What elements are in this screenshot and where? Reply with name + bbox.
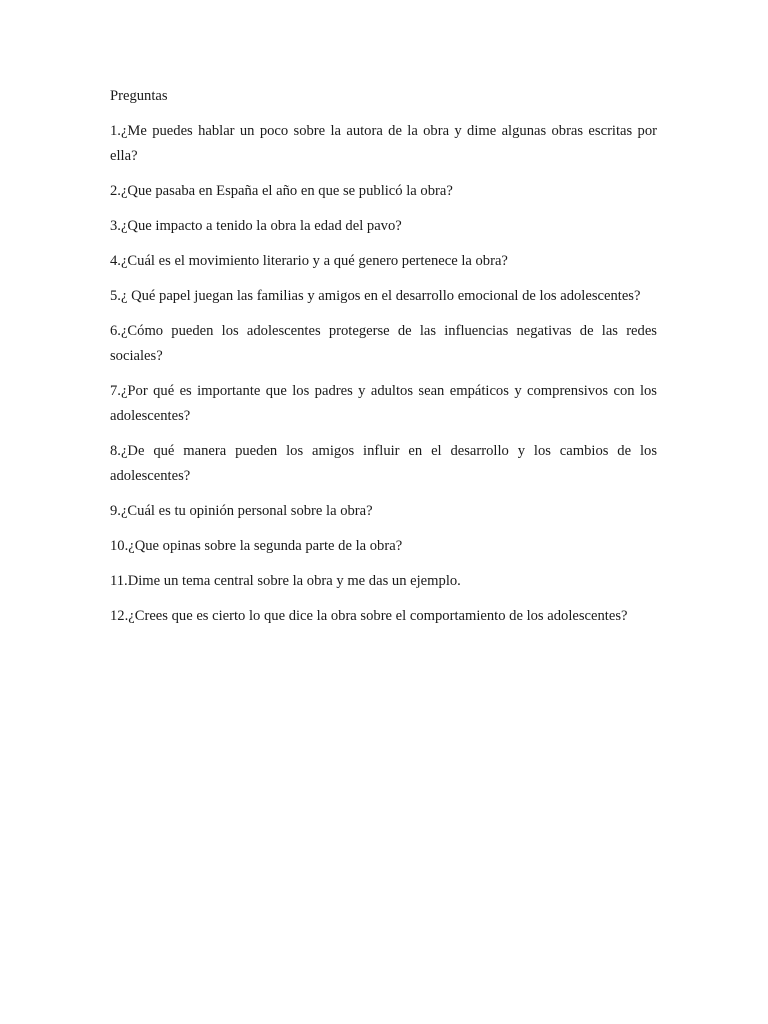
question-6: 6.¿Cómo pueden los adolescentes protegerse de las influencias negativas de las redes sociales? bbox=[110, 323, 657, 364]
question-4: 4.¿Cuál es el movimiento literario y a qué genero pertenece la obra? bbox=[110, 253, 508, 269]
question-5: 5.¿ Qué papel juegan las familias y amigos en el desarrollo emocional de los adolescentes? bbox=[110, 288, 641, 304]
question-2: 2.¿Que pasaba en España el año en que se publicó la obra? bbox=[110, 183, 453, 199]
document-body bbox=[110, 84, 657, 639]
question-12: 12.¿Crees que es cierto lo que dice la obra sobre el comportamiento de los adolescentes? bbox=[110, 608, 628, 624]
question-1: 1.¿Me puedes hablar un poco sobre la autora de la obra y dime algunas obras escritas por ella? bbox=[110, 123, 657, 164]
question-9: 9.¿Cuál es tu opinión personal sobre la obra? bbox=[110, 503, 373, 519]
document-heading: Preguntas bbox=[110, 88, 168, 104]
question-10: 10.¿Que opinas sobre la segunda parte de la obra? bbox=[110, 538, 403, 554]
question-3: 3.¿Que impacto a tenido la obra la edad del pavo? bbox=[110, 218, 402, 234]
question-8: 8.¿De qué manera pueden los amigos influir en el desarrollo y los cambios de los adolescentes? bbox=[110, 443, 657, 484]
question-7: 7.¿Por qué es importante que los padres y adultos sean empáticos y comprensivos con los adolescentes? bbox=[110, 383, 657, 424]
question-11: 11.Dime un tema central sobre la obra y me das un ejemplo. bbox=[110, 573, 461, 589]
